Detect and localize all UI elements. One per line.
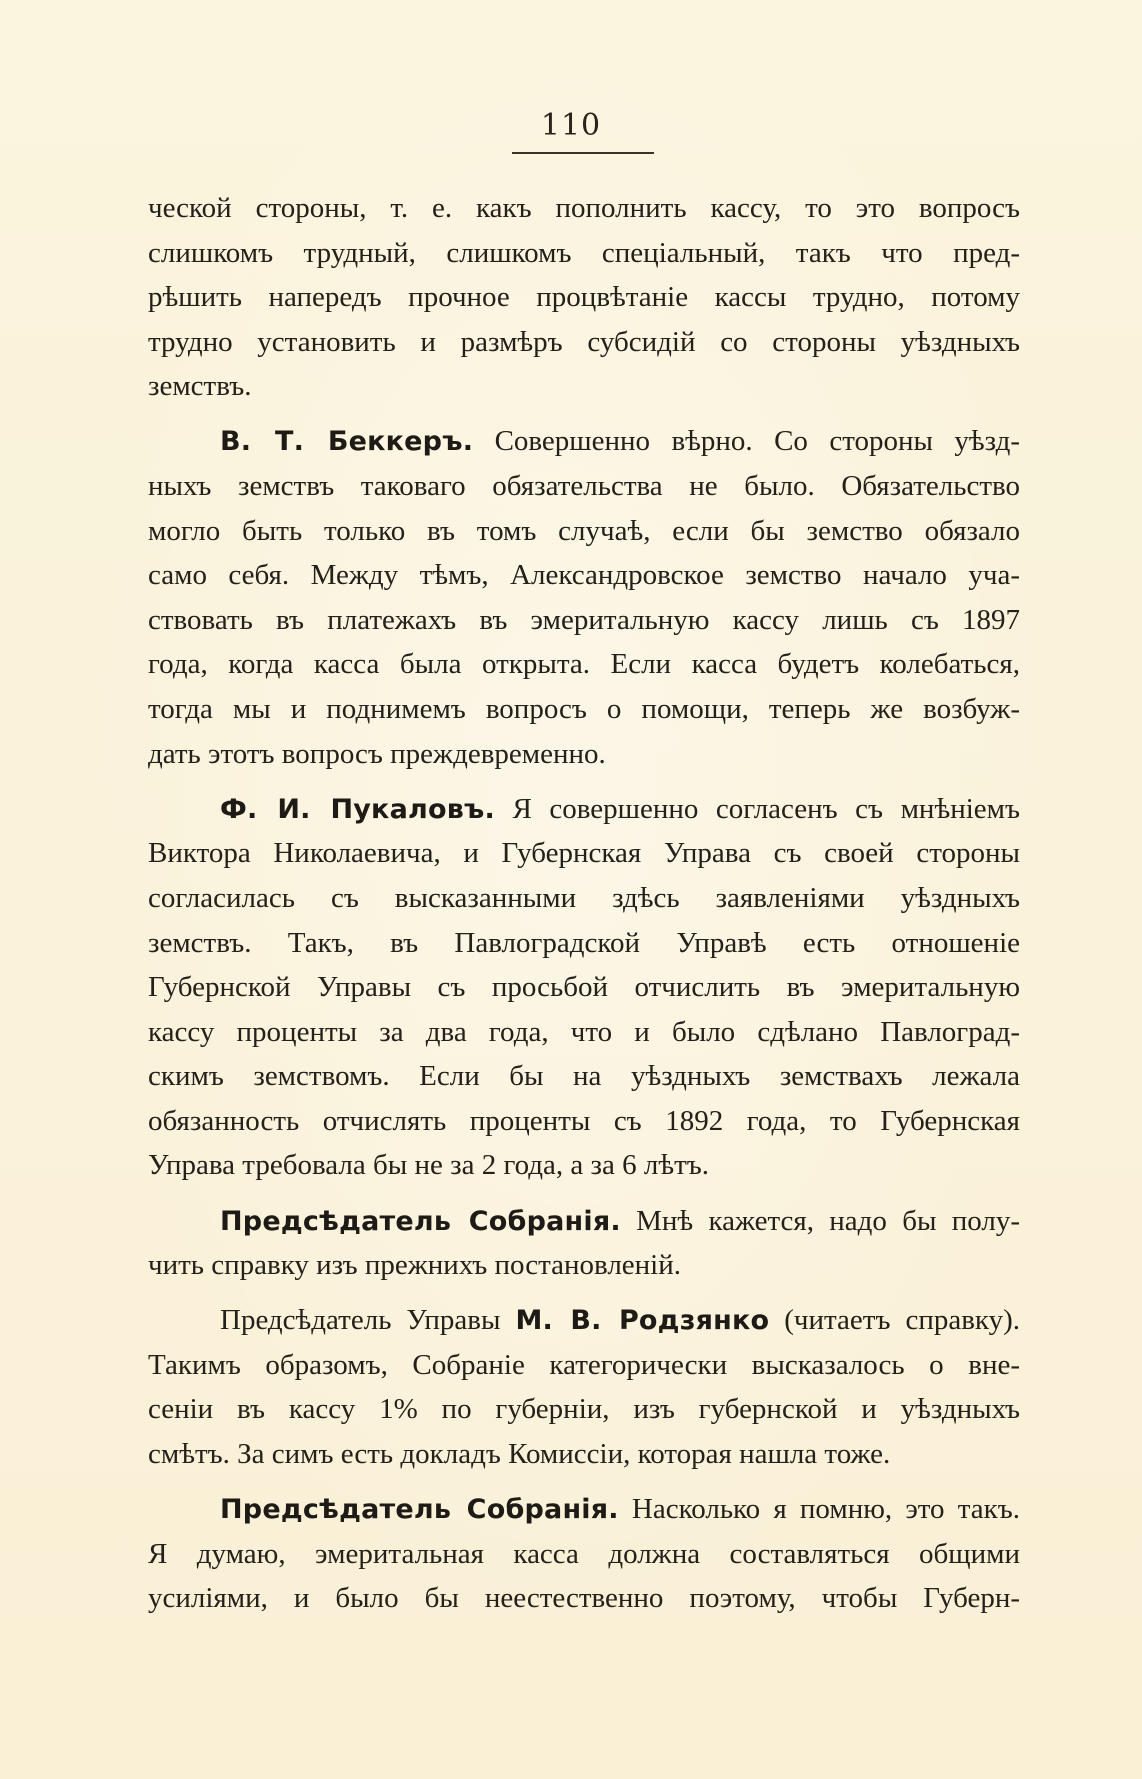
speaker-name: Ф. И. Пукаловъ. — [220, 793, 495, 825]
text-line: Управа требовала бы не за 2 года, а за 6 лѣтъ. — [148, 1149, 709, 1182]
text-line: могло быть только въ томъ случаѣ, если бы земство обязало — [148, 514, 1020, 547]
speaker-name: Предсѣдатель Собранія. — [220, 1494, 619, 1526]
text-line: само себя. Между тѣмъ, Александровское земство начало уча- — [148, 559, 1020, 592]
text-line — [148, 1298, 1020, 1343]
speaker-name: М. В. Родзянко — [515, 1305, 770, 1337]
paragraph-continuation — [148, 186, 1020, 409]
text-line: усиліями, и было бы неестественно поэтому, чтобы Губерн- — [148, 1582, 1020, 1615]
text-line — [148, 1199, 1020, 1244]
text-line: Виктора Николаевича, и Губернская Управа съ своей стороны — [148, 837, 1020, 870]
text-line: ческой стороны, т. е. какъ пополнить кассу, то это вопросъ — [148, 192, 1020, 224]
text-line: года, когда касса была открыта. Если касса будетъ колебаться, — [148, 648, 1020, 681]
text-line: смѣтъ. За симъ есть докладъ Комиссіи, которая нашла тоже. — [148, 1438, 891, 1471]
text-line — [148, 787, 1020, 832]
text-line: Я думаю, эмеритальная касса должна составляться общими — [148, 1537, 1020, 1570]
text-line: земствъ. — [148, 370, 252, 403]
text-line: кассу проценты за два года, что и было сдѣлано Павлоград- — [148, 1015, 1020, 1048]
body-text — [148, 186, 1020, 1621]
text-fragment: Насколько я помню, это такъ. — [618, 1493, 1020, 1526]
paragraph-pukalov — [148, 787, 1020, 1188]
text-line: согласилась съ высказанными здѣсь заявленіями уѣздныхъ — [148, 881, 1020, 914]
text-line: скимъ земствомъ. Если бы на уѣздныхъ земствахъ лежала — [148, 1060, 1020, 1093]
paragraph-bekker — [148, 419, 1020, 776]
text-fragment: Предсѣдатель Управы — [220, 1304, 516, 1337]
text-line: рѣшить напередъ прочное процвѣтаніе кассы трудно, потому — [148, 281, 1020, 314]
text-line: чить справку изъ прежнихъ постановленій. — [148, 1249, 682, 1282]
text-line: ствовать въ платежахъ въ эмеритальную кассу лишь съ 1897 — [148, 603, 1020, 636]
text-line: земствъ. Такъ, въ Павлоградской Управѣ есть отношеніе — [148, 926, 1020, 959]
speaker-name: Предсѣдатель Собранія. — [220, 1205, 621, 1237]
text-line: сеніи въ кассу 1% по губерніи, изъ губернской и уѣздныхъ — [148, 1393, 1020, 1426]
text-line: слишкомъ трудный, слишкомъ спеціальный, такъ что пред- — [148, 236, 1020, 269]
text-fragment: Совершенно вѣрно. Со стороны уѣзд- — [473, 425, 1020, 458]
text-line: тогда мы и поднимемъ вопросъ о помощи, теперь же возбуж- — [148, 693, 1020, 726]
text-line: Такимъ образомъ, Собраніе категорически высказалось о вне- — [148, 1348, 1020, 1381]
text-line — [148, 1487, 1020, 1532]
paragraph-chairman-1 — [148, 1199, 1020, 1288]
text-fragment: Мнѣ кажется, надо бы полу- — [620, 1204, 1020, 1237]
text-line: трудно установить и размѣръ субсидій со стороны уѣздныхъ — [148, 325, 1020, 358]
text-fragment: (читаетъ справку). — [769, 1304, 1020, 1337]
text-line: дать этотъ вопросъ преждевременно. — [148, 737, 606, 770]
speaker-name: В. Т. Беккеръ. — [220, 426, 474, 458]
header-rule — [512, 152, 654, 154]
text-line: Губернской Управы съ просьбой отчислить въ эмеритальную — [148, 971, 1020, 1004]
paragraph-rodzyanko — [148, 1298, 1020, 1476]
page-number: 110 — [540, 108, 602, 143]
text-line — [148, 419, 1020, 464]
text-line: ныхъ земствъ таковаго обязательства не было. Обязательство — [148, 470, 1020, 503]
paragraph-chairman-2 — [148, 1487, 1020, 1621]
text-fragment: Я совершенно согласенъ съ мнѣніемъ — [494, 792, 1020, 825]
text-line: обязанность отчислять проценты съ 1892 года, то Губернская — [148, 1104, 1020, 1137]
